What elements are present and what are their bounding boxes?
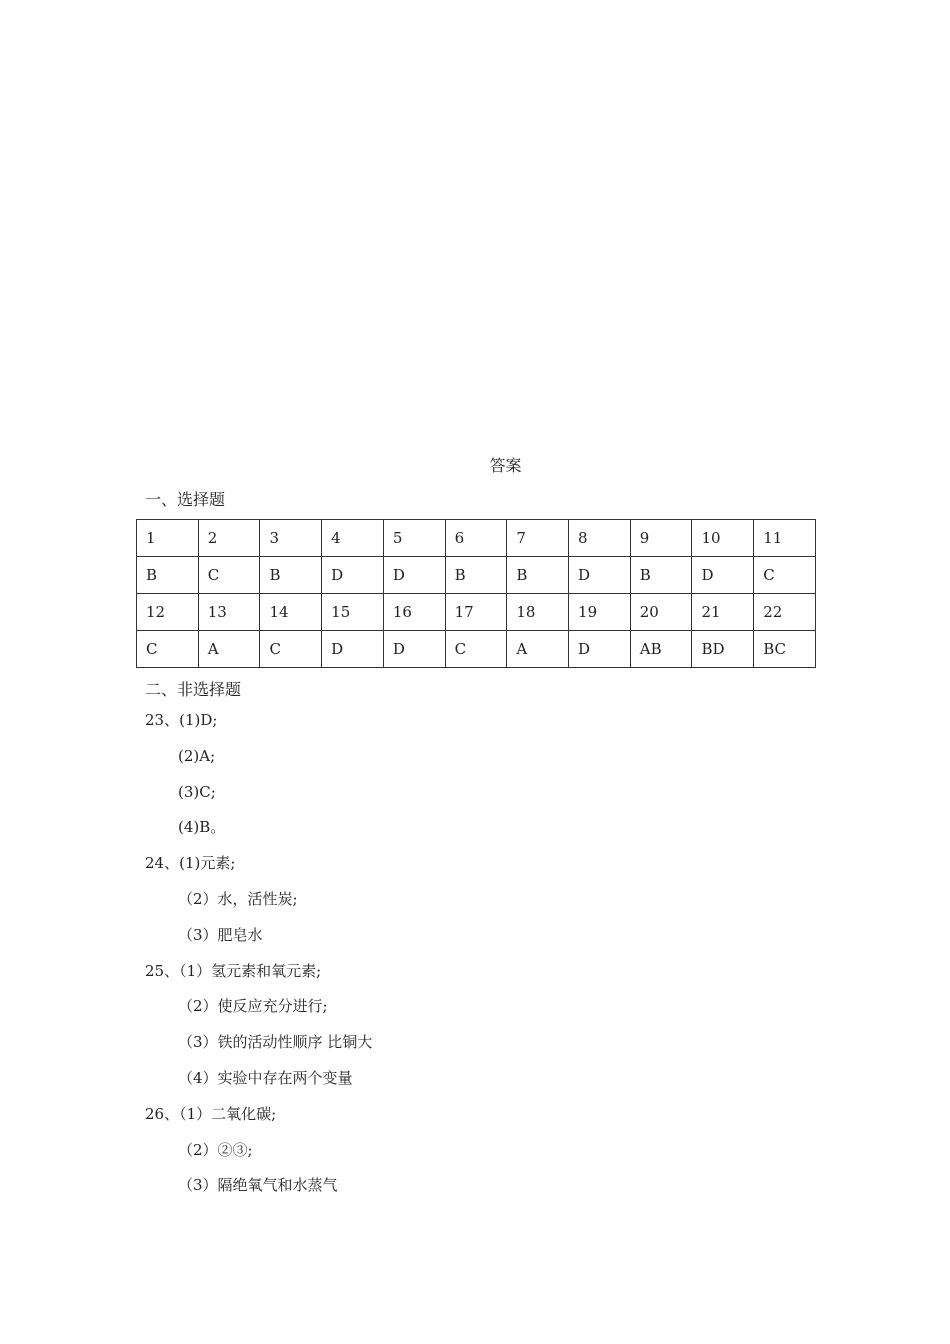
table-cell: C	[260, 631, 322, 668]
table-cell: 1	[137, 520, 199, 557]
table-cell: D	[383, 557, 445, 594]
table-row	[137, 631, 816, 668]
table-row	[137, 520, 816, 557]
table-cell: 8	[569, 520, 631, 557]
table-cell: B	[445, 557, 507, 594]
table-cell: C	[445, 631, 507, 668]
answer-line: （2）使反应充分进行;	[178, 997, 328, 1016]
table-cell: D	[569, 557, 631, 594]
table-cell: 16	[383, 594, 445, 631]
answer-line: (4)B。	[178, 818, 226, 837]
answer-line: （2）②③;	[178, 1140, 253, 1159]
answer-line: 25、（1）氢元素和氧元素;	[145, 961, 322, 980]
answer-table	[136, 519, 816, 668]
page-title: 答案	[489, 456, 522, 475]
table-cell: D	[692, 557, 754, 594]
table-cell: 12	[137, 594, 199, 631]
table-cell: BD	[692, 631, 754, 668]
table-cell: D	[322, 557, 384, 594]
answer-line: （2）水，活性炭;	[178, 889, 298, 908]
table-cell: C	[137, 631, 199, 668]
table-cell: D	[322, 631, 384, 668]
section-heading-non-multiple-choice: 二、非选择题	[145, 680, 242, 699]
table-cell: 5	[383, 520, 445, 557]
table-cell: 13	[198, 594, 260, 631]
answer-line: （3）肥皂水	[178, 925, 263, 944]
table-cell: 21	[692, 594, 754, 631]
answer-line: （3）隔绝氧气和水蒸气	[178, 1176, 338, 1195]
table-cell: C	[198, 557, 260, 594]
table-cell: C	[754, 557, 816, 594]
answer-line: (2)A;	[178, 746, 216, 765]
table-cell: 22	[754, 594, 816, 631]
table-cell: 6	[445, 520, 507, 557]
table-cell: 7	[507, 520, 569, 557]
answer-line: 26、（1）二氧化碳;	[145, 1104, 277, 1123]
section-heading-multiple-choice: 一、选择题	[145, 490, 226, 509]
table-cell: 18	[507, 594, 569, 631]
table-cell: B	[507, 557, 569, 594]
table-cell: 15	[322, 594, 384, 631]
table-cell: B	[260, 557, 322, 594]
table-row	[137, 557, 816, 594]
table-cell: 19	[569, 594, 631, 631]
table-cell: 11	[754, 520, 816, 557]
table-cell: 3	[260, 520, 322, 557]
table-cell: B	[137, 557, 199, 594]
table-cell: D	[569, 631, 631, 668]
answer-line: （3）铁的活动性顺序 比铜大	[178, 1033, 373, 1052]
table-cell: AB	[630, 631, 692, 668]
table-cell: BC	[754, 631, 816, 668]
answer-table-body	[137, 520, 816, 668]
answer-line: 23、(1)D;	[145, 711, 218, 729]
table-cell: B	[630, 557, 692, 594]
table-cell: 10	[692, 520, 754, 557]
answer-line: 24、(1)元素;	[145, 854, 236, 873]
table-cell: 20	[630, 594, 692, 631]
table-cell: A	[507, 631, 569, 668]
answer-line: (3)C;	[178, 782, 216, 801]
table-cell: D	[383, 631, 445, 668]
answer-line: （4）实验中存在两个变量	[178, 1068, 353, 1087]
answer-list	[145, 710, 372, 1211]
table-cell: 2	[198, 520, 260, 557]
table-cell: A	[198, 631, 260, 668]
table-cell: 14	[260, 594, 322, 631]
table-cell: 4	[322, 520, 384, 557]
table-cell: 17	[445, 594, 507, 631]
table-cell: 9	[630, 520, 692, 557]
table-row	[137, 594, 816, 631]
